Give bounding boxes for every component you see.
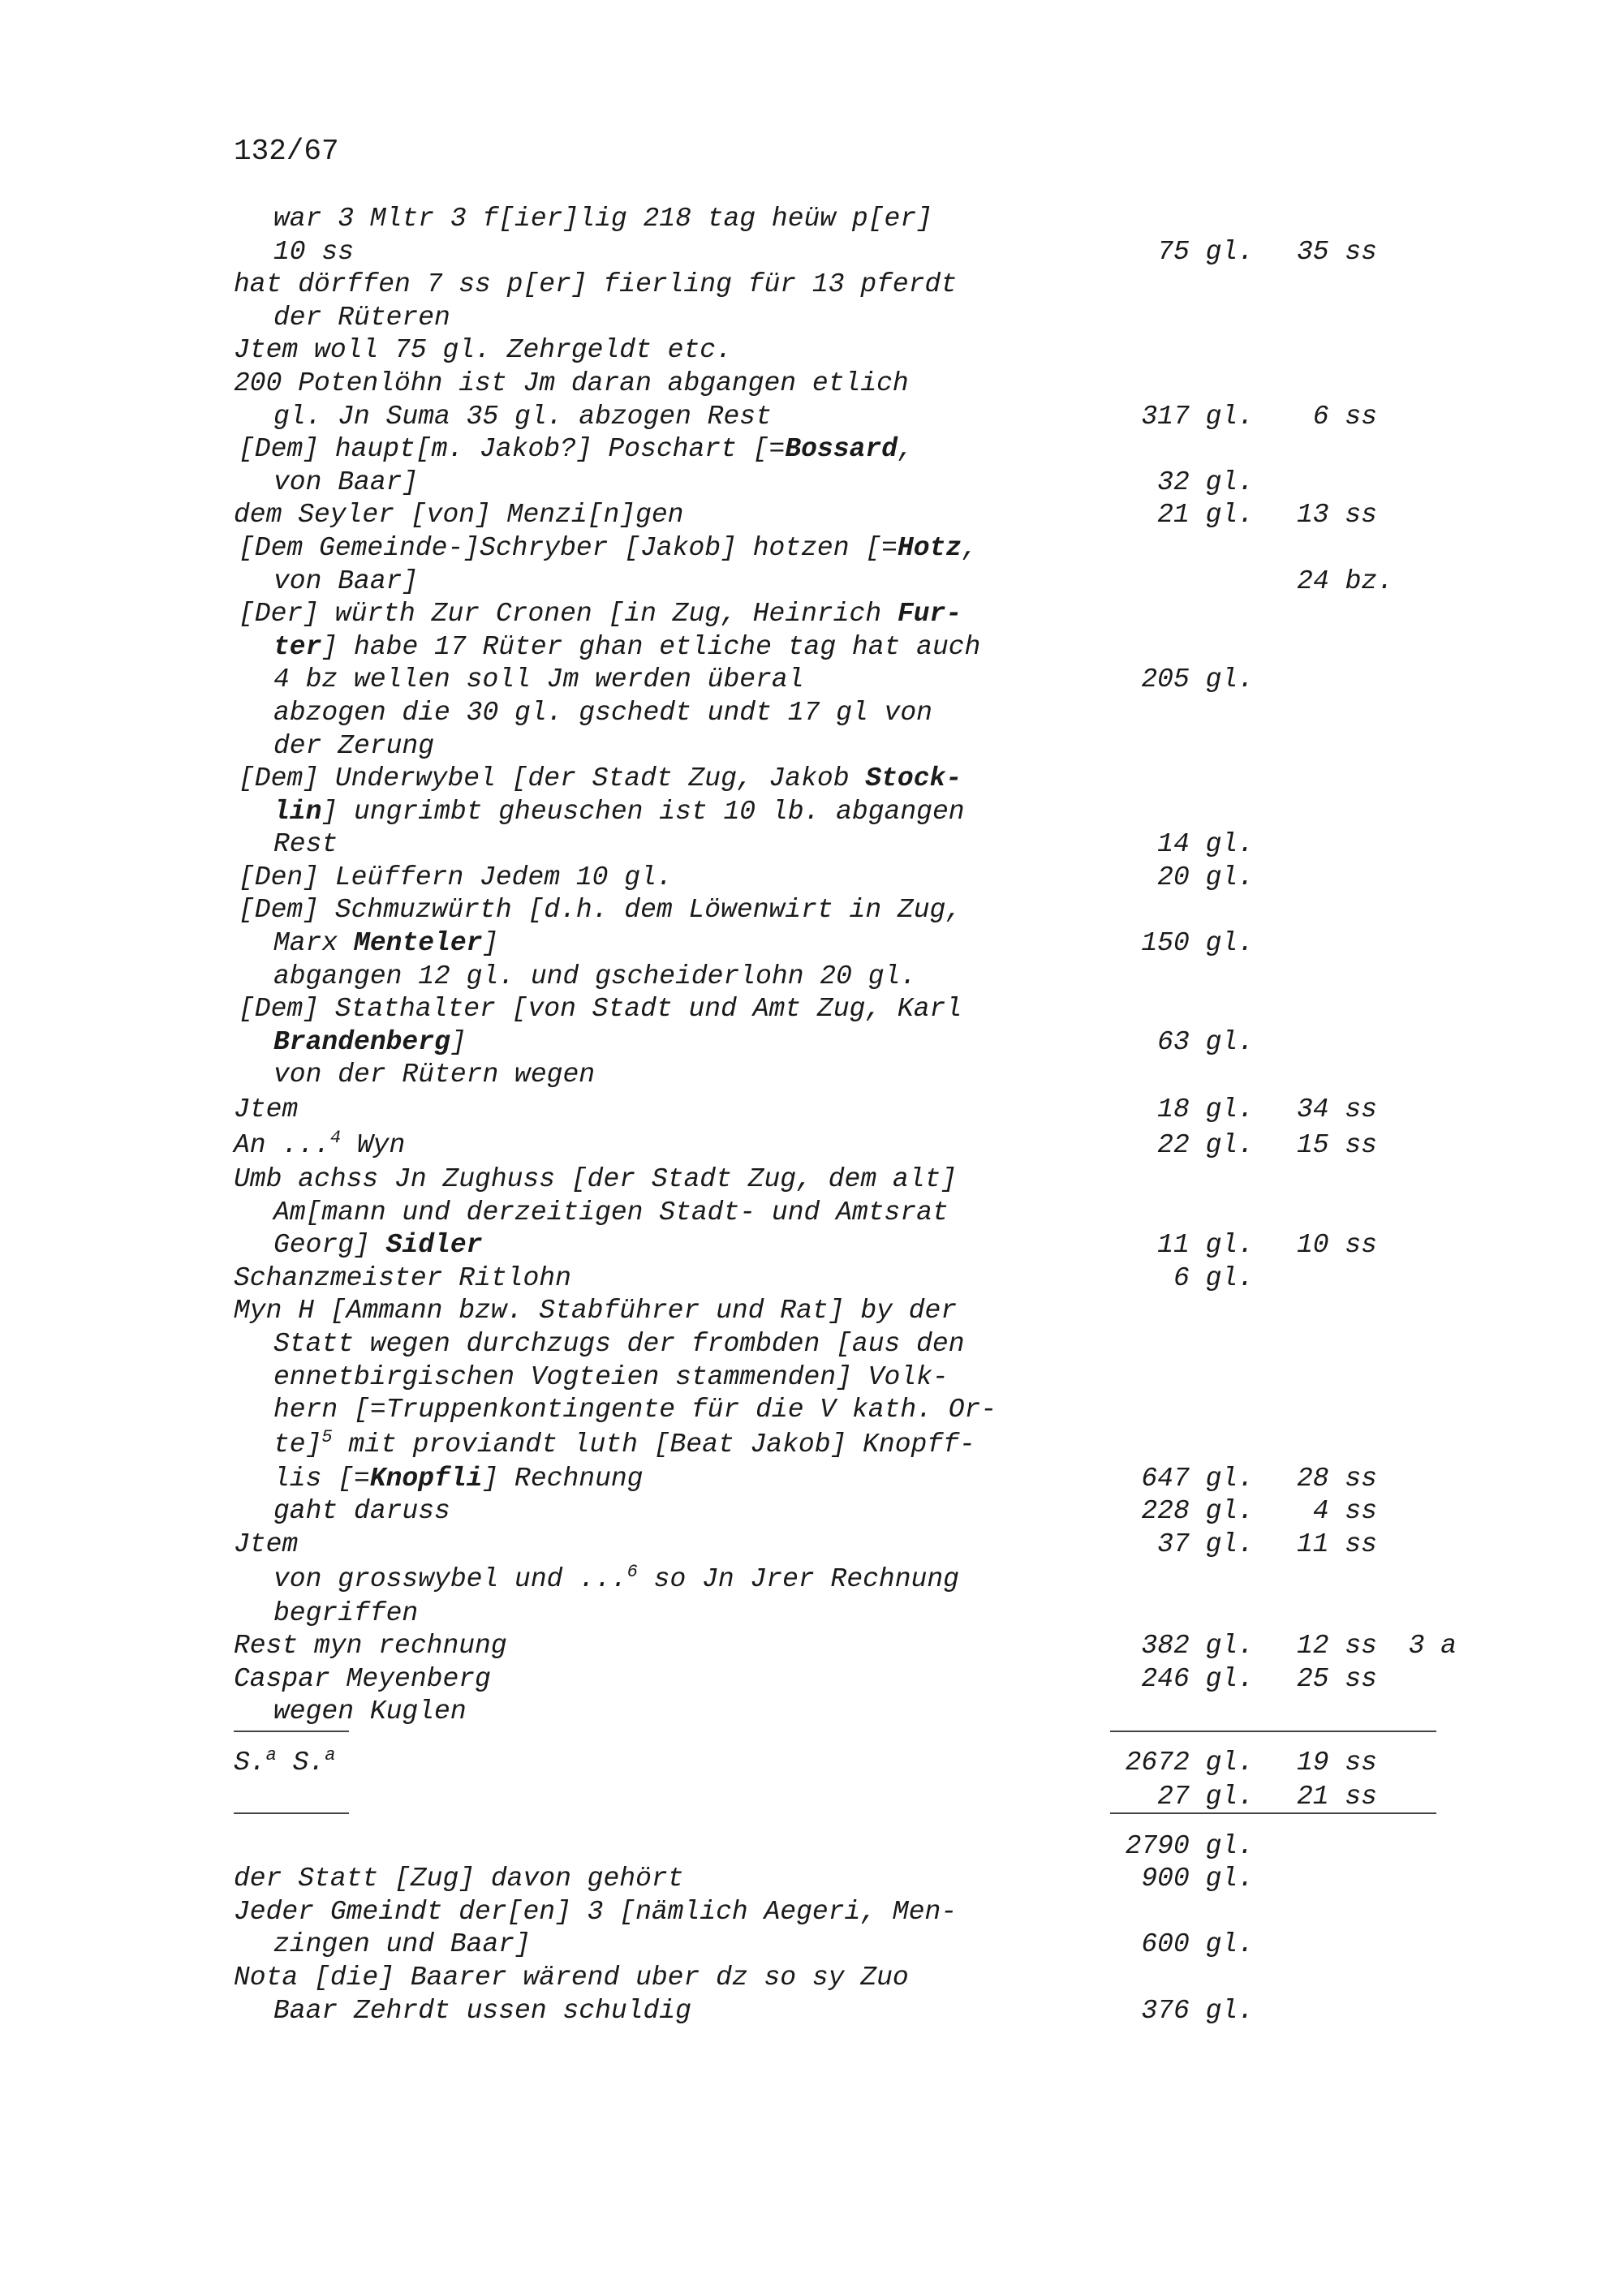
amount-schilling: 6 ss <box>1312 401 1377 432</box>
amount-schilling: 12 ss <box>1296 1631 1377 1662</box>
ledger-line <box>0 1995 1623 2028</box>
ledger-line <box>0 1026 1623 1060</box>
footnote-marker: 5 <box>321 1426 333 1447</box>
amount-gulden: 246 gl. <box>1141 1663 1254 1694</box>
entry-text: der Rüteren <box>273 302 450 333</box>
entry-text: lis [=Knopfli] Rechnung <box>273 1463 644 1494</box>
grand-total-line <box>0 1830 1623 1864</box>
ledger-line <box>0 1361 1623 1395</box>
amount-schilling: 13 ss <box>1296 500 1377 531</box>
amount-schilling: 34 ss <box>1296 1094 1377 1125</box>
amount-gulden: 20 gl. <box>1157 862 1254 892</box>
entry-text: Marx Menteler] <box>273 928 499 959</box>
amount-gulden: 18 gl. <box>1157 1094 1254 1125</box>
entry-text: gl. Jn Suma 35 gl. abzogen Rest <box>273 401 772 432</box>
entry-text: Umb achss Jn Zughuss [der Stadt Zug, dem alt] <box>234 1164 958 1195</box>
ledger-line <box>0 499 1623 532</box>
total-label: S.$^a$ S.$^a$ <box>234 1744 336 1778</box>
entry-text: [Dem Gemeinde-]Schryber [Jakob] hotzen [=Hotz, <box>239 532 978 563</box>
ledger-line <box>0 532 1623 565</box>
entry-text: von der Rütern wegen <box>273 1060 596 1090</box>
ledger-line <box>0 1928 1623 1962</box>
ledger-line <box>0 1295 1623 1328</box>
ledger-line <box>0 203 1623 236</box>
entry-text: hat dörffen 7 ss p[er] fierling für 13 pferdt <box>234 269 958 300</box>
sum-gulden: 2672 gl. <box>1125 1747 1254 1778</box>
entry-text: 4 bz wellen soll Jm werden überal <box>273 664 804 695</box>
entry-text: abgangen 12 gl. und gscheiderlohn 20 gl. <box>273 961 917 991</box>
amount-schilling: 25 ss <box>1296 1663 1377 1694</box>
name-bold: Hotz <box>897 532 962 563</box>
entry-text: wegen Kuglen <box>273 1696 467 1727</box>
ledger-line <box>0 894 1623 927</box>
amount-gulden: 11 gl. <box>1157 1230 1254 1261</box>
entry-text: An ...$^4$ Wyn <box>234 1128 406 1161</box>
ledger-line <box>0 631 1623 664</box>
ledger-line <box>0 368 1623 401</box>
entry-text: der Statt [Zug] davon gehört <box>234 1864 684 1894</box>
entry-text: 10 ss <box>273 236 355 267</box>
ledger-line <box>0 1463 1623 1496</box>
ledger-line <box>0 598 1623 631</box>
amount-gulden: 317 gl. <box>1141 401 1254 432</box>
ledger-line <box>0 1262 1623 1296</box>
name-bold: Stock- <box>865 763 962 794</box>
total-line <box>0 1745 1623 1781</box>
ledger-line <box>0 302 1623 335</box>
entry-text: war 3 Mltr 3 f[ier]lig 218 tag heüw p[er] <box>273 204 932 234</box>
ledger-line <box>0 1128 1623 1163</box>
entry-text: zingen und Baar] <box>273 1929 531 1960</box>
amount-gulden: 382 gl. <box>1141 1631 1254 1662</box>
entry-text: von Baar] <box>273 467 419 497</box>
ledger-line <box>0 1630 1623 1663</box>
ledger-line <box>0 1059 1623 1092</box>
ledger-line <box>0 730 1623 763</box>
ledger-line <box>0 565 1623 599</box>
ledger-line <box>0 1529 1623 1562</box>
ledger-line <box>0 433 1623 467</box>
entry-text: von Baar] <box>273 565 419 596</box>
entry-text: Jtem <box>234 1094 299 1125</box>
entry-text: dem Seyler [von] Menzi[n]gen <box>234 500 684 531</box>
entry-text: 200 Potenlöhn ist Jm daran abgangen etlich <box>234 368 909 398</box>
ledger-line <box>0 763 1623 796</box>
name-bold: Knopfli <box>369 1463 483 1494</box>
amount-gulden: 150 gl. <box>1141 928 1254 959</box>
amount-schilling: 4 ss <box>1312 1496 1377 1527</box>
amount-gulden: 75 gl. <box>1157 236 1254 267</box>
ledger-line <box>0 1696 1623 1729</box>
amount-gulden: 14 gl. <box>1157 829 1254 860</box>
entry-text: Jtem <box>234 1529 299 1559</box>
amount-schilling: 15 ss <box>1296 1130 1377 1161</box>
ledger-line <box>0 1597 1623 1631</box>
ledger-line <box>0 1394 1623 1427</box>
ledger-line <box>0 236 1623 269</box>
rule-row <box>0 1729 1623 1745</box>
name-bold: Brandenberg <box>273 1026 450 1057</box>
entry-text: Myn H [Ammann bzw. Stabführer und Rat] by der <box>234 1296 958 1326</box>
footnote-marker: 4 <box>329 1128 342 1149</box>
ledger-line <box>0 1229 1623 1262</box>
sum-rule <box>1110 1731 1436 1732</box>
ledger-line <box>0 697 1623 730</box>
ledger <box>0 203 1623 2027</box>
amount-gulden: 32 gl. <box>1157 467 1254 497</box>
ledger-line <box>0 993 1623 1026</box>
entry-text: Schanzmeister Ritlohn <box>234 1262 571 1293</box>
entry-text: Rest <box>273 829 338 860</box>
entry-text: abzogen die 30 gl. gschedt undt 17 gl von <box>273 697 932 728</box>
name-bold: ter <box>273 631 322 662</box>
spacer <box>0 1814 1623 1830</box>
amount-gulden: 900 gl. <box>1141 1864 1254 1894</box>
ledger-line <box>0 334 1623 368</box>
entry-text: [Den] Leüffern Jedem 10 gl. <box>239 862 673 892</box>
grand-total: 2790 gl. <box>1125 1830 1254 1861</box>
short-rule <box>234 1731 349 1732</box>
page-number: 132/67 <box>234 135 339 168</box>
entry-text: Caspar Meyenberg <box>234 1663 491 1694</box>
ledger-line <box>0 1427 1623 1463</box>
entry-text: Baar Zehrdt ussen schuldig <box>273 1995 691 2026</box>
ledger-line <box>0 1328 1623 1361</box>
ledger-line <box>0 664 1623 697</box>
ledger-line <box>0 1495 1623 1529</box>
ledger-line <box>0 1896 1623 1929</box>
ledger-line <box>0 1863 1623 1896</box>
amount-gulden: 647 gl. <box>1141 1463 1254 1494</box>
ledger-line <box>0 1663 1623 1696</box>
sum-schilling: 19 ss <box>1296 1747 1377 1778</box>
amount-schilling: 11 ss <box>1296 1529 1377 1559</box>
sum-schilling: 21 ss <box>1296 1781 1377 1812</box>
amount-schilling: 28 ss <box>1296 1463 1377 1494</box>
total-line <box>0 1781 1623 1814</box>
ledger-line <box>0 796 1623 829</box>
entry-text: Jtem woll 75 gl. Zehrgeldt etc. <box>234 335 732 366</box>
sum-gulden: 27 gl. <box>1157 1781 1254 1812</box>
amount-angster: 3 a <box>1408 1631 1457 1662</box>
amount-gulden: 6 gl. <box>1173 1262 1254 1293</box>
ledger-line <box>0 401 1623 434</box>
amount-gulden: 37 gl. <box>1157 1529 1254 1559</box>
ledger-line <box>0 1163 1623 1197</box>
amount-gulden: 63 gl. <box>1157 1026 1254 1057</box>
name-bold: Sidler <box>385 1230 483 1261</box>
amount-gulden: 376 gl. <box>1141 1995 1254 2026</box>
entry-text: [Dem] haupt[m. Jakob?] Poschart [=Bossard, <box>239 434 914 465</box>
entry-text: [Dem] Stathalter [von Stadt und Amt Zug, Karl <box>239 994 962 1025</box>
entry-text: [Der] würth Zur Cronen [in Zug, Heinrich Fur- <box>239 599 962 630</box>
ledger-line <box>0 927 1623 961</box>
amount-batzen: 24 bz. <box>1297 565 1393 596</box>
entry-text: Rest myn rechnung <box>234 1631 507 1662</box>
entry-text: hern [=Truppenkontingente für die V kath. Or- <box>273 1395 997 1425</box>
entry-text: Am[mann und derzeitigen Stadt- und Amtsrat <box>273 1197 949 1228</box>
amount-schilling: 10 ss <box>1296 1230 1377 1261</box>
amount-schilling: 35 ss <box>1296 236 1377 267</box>
ledger-line <box>0 862 1623 895</box>
entry-text: te]$^5$ mit proviandt luth [Beat Jakob] Knopff- <box>273 1426 975 1460</box>
name-bold: Fur- <box>897 599 962 630</box>
entry-text: [Dem] Schmuzwürth [d.h. dem Löwenwirt in Zug, <box>239 895 962 926</box>
amount-gulden: 22 gl. <box>1157 1130 1254 1161</box>
name-bold: Menteler <box>354 928 483 959</box>
name-bold: lin <box>273 796 322 827</box>
footnote-marker: 6 <box>626 1561 638 1582</box>
entry-text: Brandenberg] <box>273 1026 467 1057</box>
entry-text: ennetbirgischen Vogteien stammenden] Volk- <box>273 1361 949 1392</box>
name-bold: Bossard <box>785 434 898 465</box>
ledger-line <box>0 1197 1623 1230</box>
entry-text: gaht daruss <box>273 1496 450 1527</box>
entry-text: lin] ungrimbt gheuschen ist 10 lb. abgangen <box>273 796 965 827</box>
ledger-line <box>0 1092 1623 1128</box>
amount-gulden: 21 gl. <box>1157 500 1254 531</box>
amount-gulden: 600 gl. <box>1141 1929 1254 1960</box>
ledger-line <box>0 1562 1623 1597</box>
entry-text: der Zerung <box>273 730 435 761</box>
entry-text: ter] habe 17 Rüter ghan etliche tag hat auch <box>273 631 981 662</box>
ledger-line <box>0 467 1623 500</box>
entry-text: Nota [die] Baarer wärend uber dz so sy Zuo <box>234 1962 909 1993</box>
entry-text: von grosswybel und ...$^6$ so Jn Jrer Rechnung <box>273 1561 959 1594</box>
amount-gulden: 228 gl. <box>1141 1496 1254 1527</box>
entry-text: [Dem] Underwybel [der Stadt Zug, Jakob Stock- <box>239 763 962 794</box>
entry-text: Georg] Sidler <box>273 1230 483 1261</box>
entry-text: Statt wegen durchzugs der frombden [aus den <box>273 1329 965 1359</box>
ledger-line <box>0 269 1623 302</box>
ledger-line <box>0 828 1623 862</box>
entry-text: Jeder Gmeindt der[en] 3 [nämlich Aegeri, Men- <box>234 1896 958 1927</box>
entry-text: begriffen <box>273 1597 419 1628</box>
ledger-line <box>0 1962 1623 1995</box>
ledger-line <box>0 961 1623 994</box>
amount-gulden: 205 gl. <box>1141 664 1254 695</box>
